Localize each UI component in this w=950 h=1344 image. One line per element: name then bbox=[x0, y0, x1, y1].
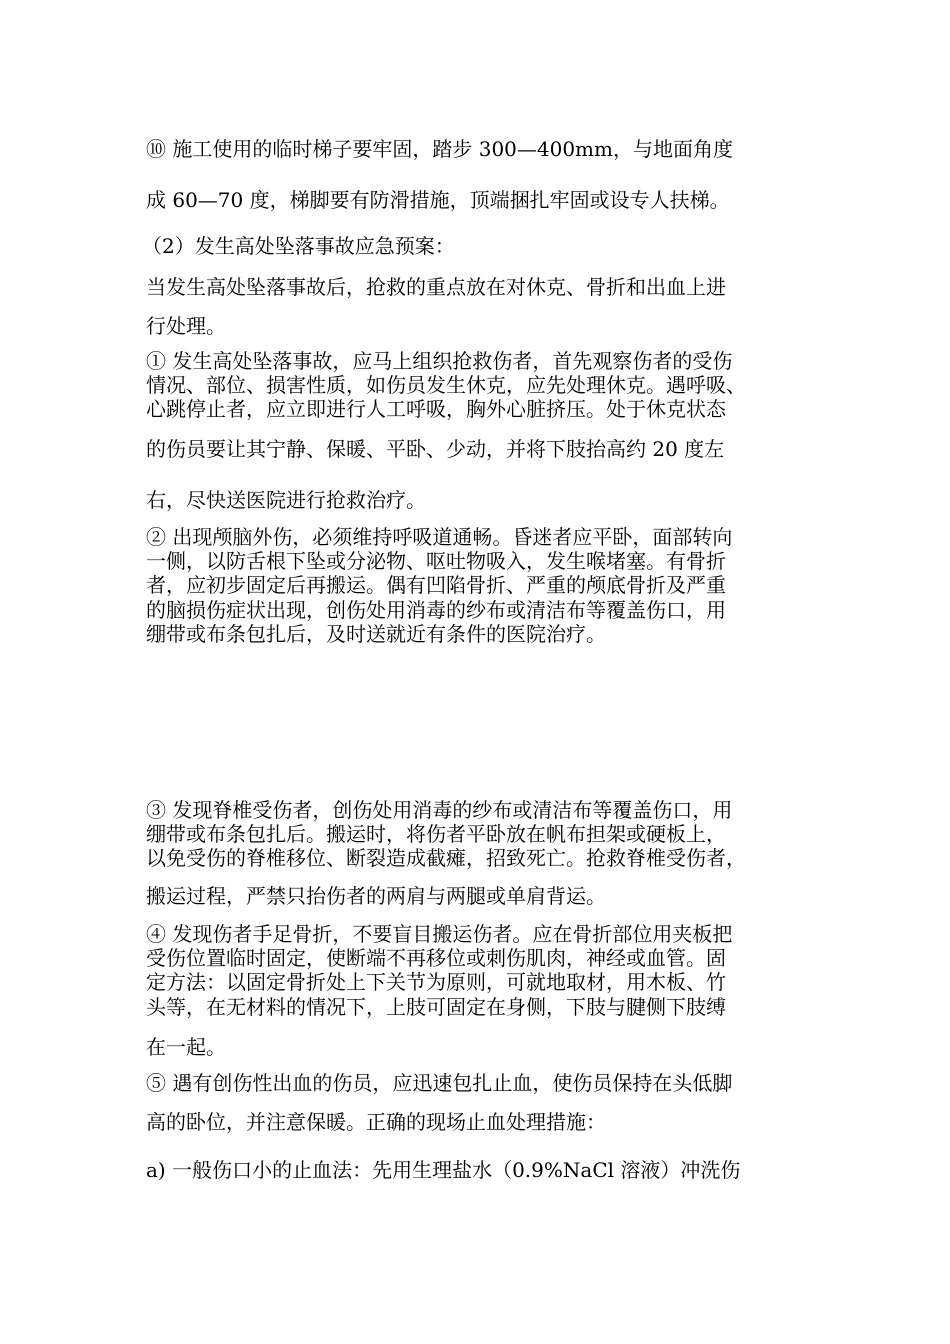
text-line: 的伤员要让其宁静、保暖、平卧、少动，并将下肢抬高约 20 度左 bbox=[146, 437, 725, 461]
text-line: a) 一般伤口小的止血法：先用生理盐水（0.9%NaCl 溶液）冲洗伤 bbox=[146, 1158, 741, 1182]
text-line: 受伤位置临时固定，使断端不再移位或刺伤肌肉，神经或血管。固 bbox=[146, 946, 726, 970]
section-heading: （2）发生高处坠落事故应急预案： bbox=[142, 234, 455, 258]
text-line: 右，尽快送医院进行抢救治疗。 bbox=[146, 488, 426, 512]
text-line: 高的卧位，并注意保暖。正确的现场止血处理措施： bbox=[146, 1110, 606, 1134]
text-line: 定方法：以固定骨折处上下关节为原则，可就地取材，用木板、竹 bbox=[146, 970, 726, 994]
text-line: 在一起。 bbox=[146, 1035, 226, 1059]
text-line: 成 60—70 度，梯脚要有防滑措施，顶端捆扎牢固或设专人扶梯。 bbox=[146, 188, 730, 212]
text-line: 绷带或布条包扎后，及时送就近有条件的医院治疗。 bbox=[146, 622, 606, 646]
text-line: 心跳停止者，应立即进行人工呼吸，胸外心脏挤压。处于休克状态 bbox=[146, 397, 726, 421]
text-line: 头等，在无材料的情况下，上肢可固定在身侧，下肢与腱侧下肢缚 bbox=[146, 995, 726, 1019]
text-line: ⑤ 遇有创伤性出血的伤员，应迅速包扎止血，使伤员保持在头低脚 bbox=[146, 1071, 733, 1095]
text-line: 以免受伤的脊椎移位、断裂造成截瘫，招致死亡。抢救脊椎受伤者， bbox=[146, 846, 746, 870]
text-line: 情况、部位、损害性质，如伤员发生休克，应先处理休克。遇呼吸、 bbox=[146, 373, 746, 397]
text-line: 一侧，以防舌根下坠或分泌物、呕吐物吸入，发生喉堵塞。有骨折 bbox=[146, 549, 726, 573]
text-line: 绷带或布条包扎后。搬运时，将伤者平卧放在帆布担架或硬板上， bbox=[146, 822, 726, 846]
text-line: 行处理。 bbox=[146, 314, 226, 338]
text-line: 者，应初步固定后再搬运。偶有凹陷骨折、严重的颅底骨折及严重 bbox=[146, 573, 726, 597]
text-line: 的脑损伤症状出现，创伤处用消毒的纱布或清洁布等覆盖伤口，用 bbox=[146, 598, 726, 622]
text-line: ④ 发现伤者手足骨折，不要盲目搬运伤者。应在骨折部位用夹板把 bbox=[146, 922, 733, 946]
text-line: ③ 发现脊椎受伤者，创伤处用消毒的纱布或清洁布等覆盖伤口，用 bbox=[146, 798, 733, 822]
text-line: ② 出现颅脑外伤，必须维持呼吸道通畅。昏迷者应平卧，面部转向 bbox=[146, 525, 733, 549]
text-line: ① 发生高处坠落事故，应马上组织抢救伤者，首先观察伤者的受伤 bbox=[146, 349, 733, 373]
text-line: ⑩ 施工使用的临时梯子要牢固，踏步 300—400mm，与地面角度 bbox=[146, 137, 733, 161]
text-line: 当发生高处坠落事故后，抢救的重点放在对休克、骨折和出血上进 bbox=[146, 275, 726, 299]
text-line: 搬运过程，严禁只抬伤者的两肩与两腿或单肩背运。 bbox=[146, 884, 606, 908]
